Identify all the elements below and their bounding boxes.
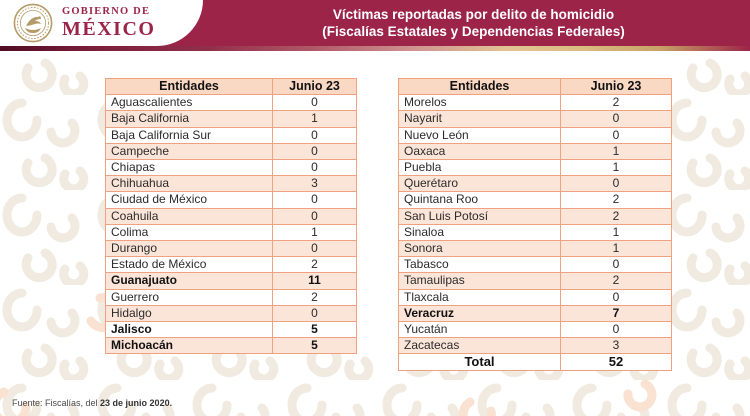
value-cell: 0 — [273, 241, 357, 257]
column-header-entidades: Entidades — [399, 79, 561, 95]
entity-cell: Chiapas — [106, 160, 273, 176]
table-row — [399, 176, 672, 192]
entity-cell: Baja California — [106, 111, 273, 127]
table-row — [399, 160, 672, 176]
gobierno-logo — [0, 0, 203, 46]
value-cell: 5 — [273, 322, 357, 338]
entity-cell: Campeche — [106, 143, 273, 159]
value-cell: 0 — [273, 208, 357, 224]
value-cell: 1 — [561, 160, 672, 176]
entity-cell: Oaxaca — [399, 143, 561, 159]
table-row — [399, 95, 672, 111]
page-title-line2: (Fiscalías Estatales y Dependencias Federales) — [322, 24, 625, 39]
entity-cell: Baja California Sur — [106, 127, 273, 143]
value-cell: 0 — [561, 257, 672, 273]
logo-line1: GOBIERNO DE — [62, 6, 151, 18]
value-cell: 2 — [561, 273, 672, 289]
entity-cell: Tamaulipas — [399, 273, 561, 289]
table-row — [399, 208, 672, 224]
entity-cell: Querétaro — [399, 176, 561, 192]
table-header-row — [106, 79, 357, 95]
value-cell: 11 — [273, 273, 357, 289]
table-row — [106, 176, 357, 192]
entity-cell: Hidalgo — [106, 305, 273, 321]
value-cell: 0 — [273, 127, 357, 143]
table-row — [399, 241, 672, 257]
column-header-junio23: Junio 23 — [273, 79, 357, 95]
value-cell: 0 — [561, 176, 672, 192]
entity-cell: Zacatecas — [399, 338, 561, 354]
value-cell: 0 — [273, 192, 357, 208]
entity-cell: Veracruz — [399, 305, 561, 321]
table-header-row — [399, 79, 672, 95]
source-date: 23 de junio 2020. — [100, 398, 173, 408]
entity-cell: Sonora — [399, 241, 561, 257]
table-row — [106, 111, 357, 127]
table-row — [106, 241, 357, 257]
entity-cell: Yucatán — [399, 322, 561, 338]
table-row — [106, 208, 357, 224]
entity-cell: Morelos — [399, 95, 561, 111]
value-cell: 3 — [561, 338, 672, 354]
table-row — [106, 95, 357, 111]
entities-table-right — [398, 78, 672, 371]
table-row — [106, 224, 357, 240]
total-row — [399, 354, 672, 370]
table-row — [399, 257, 672, 273]
entity-cell: Guerrero — [106, 289, 273, 305]
value-cell: 3 — [273, 176, 357, 192]
table-row — [106, 289, 357, 305]
table-row — [399, 322, 672, 338]
value-cell: 0 — [561, 289, 672, 305]
page-title-line1: Víctimas reportadas por delito de homicidio — [332, 7, 615, 22]
entities-table-left — [105, 78, 357, 354]
entity-cell: Sinaloa — [399, 224, 561, 240]
value-cell: 2 — [561, 192, 672, 208]
value-cell: 0 — [273, 305, 357, 321]
value-cell: 1 — [273, 224, 357, 240]
value-cell: 0 — [561, 127, 672, 143]
table-row — [106, 273, 357, 289]
entity-cell: San Luis Potosí — [399, 208, 561, 224]
table-row — [399, 127, 672, 143]
entity-cell: Tabasco — [399, 257, 561, 273]
entity-cell: Nayarit — [399, 111, 561, 127]
table-row — [106, 127, 357, 143]
entity-cell: Colima — [106, 224, 273, 240]
table-row — [399, 143, 672, 159]
total-label-cell: Total — [399, 354, 561, 370]
table-row — [106, 192, 357, 208]
table-row — [106, 338, 357, 354]
value-cell: 0 — [561, 322, 672, 338]
value-cell: 1 — [561, 143, 672, 159]
value-cell: 1 — [273, 111, 357, 127]
header-gradient-divider — [0, 46, 750, 51]
table-row — [399, 111, 672, 127]
entity-cell: Aguascalientes — [106, 95, 273, 111]
value-cell: 2 — [273, 257, 357, 273]
value-cell: 0 — [273, 95, 357, 111]
table-row — [399, 305, 672, 321]
column-header-entidades: Entidades — [106, 79, 273, 95]
entity-cell: Quintana Roo — [399, 192, 561, 208]
value-cell: 0 — [273, 143, 357, 159]
table-row — [106, 322, 357, 338]
value-cell: 2 — [561, 95, 672, 111]
entity-cell: Ciudad de México — [106, 192, 273, 208]
logo-line2: MÉXICO — [62, 17, 156, 40]
table-row — [399, 289, 672, 305]
value-cell: 0 — [561, 111, 672, 127]
table-row — [399, 338, 672, 354]
mexico-seal-icon — [13, 3, 53, 43]
entity-cell: Guanajuato — [106, 273, 273, 289]
source-prefix: Fuente: Fiscalías, del — [12, 398, 101, 408]
gobierno-logo-text — [62, 7, 155, 39]
table-row — [399, 273, 672, 289]
value-cell: 1 — [561, 224, 672, 240]
table-row — [399, 224, 672, 240]
table-row — [106, 160, 357, 176]
table-row — [106, 143, 357, 159]
value-cell: 7 — [561, 305, 672, 321]
table-row — [106, 305, 357, 321]
value-cell: 1 — [561, 241, 672, 257]
total-value-cell: 52 — [561, 354, 672, 370]
entity-cell: Estado de México — [106, 257, 273, 273]
entity-cell: Nuevo León — [399, 127, 561, 143]
entity-cell: Coahuila — [106, 208, 273, 224]
entity-cell: Michoacán — [106, 338, 273, 354]
table-row — [106, 257, 357, 273]
source-note — [12, 398, 172, 408]
value-cell: 5 — [273, 338, 357, 354]
value-cell: 0 — [273, 160, 357, 176]
entity-cell: Jalisco — [106, 322, 273, 338]
value-cell: 2 — [561, 208, 672, 224]
entity-cell: Durango — [106, 241, 273, 257]
page-title — [205, 6, 742, 40]
table-row — [399, 192, 672, 208]
value-cell: 2 — [273, 289, 357, 305]
column-header-junio23: Junio 23 — [561, 79, 672, 95]
entity-cell: Tlaxcala — [399, 289, 561, 305]
entity-cell: Puebla — [399, 160, 561, 176]
entity-cell: Chihuahua — [106, 176, 273, 192]
